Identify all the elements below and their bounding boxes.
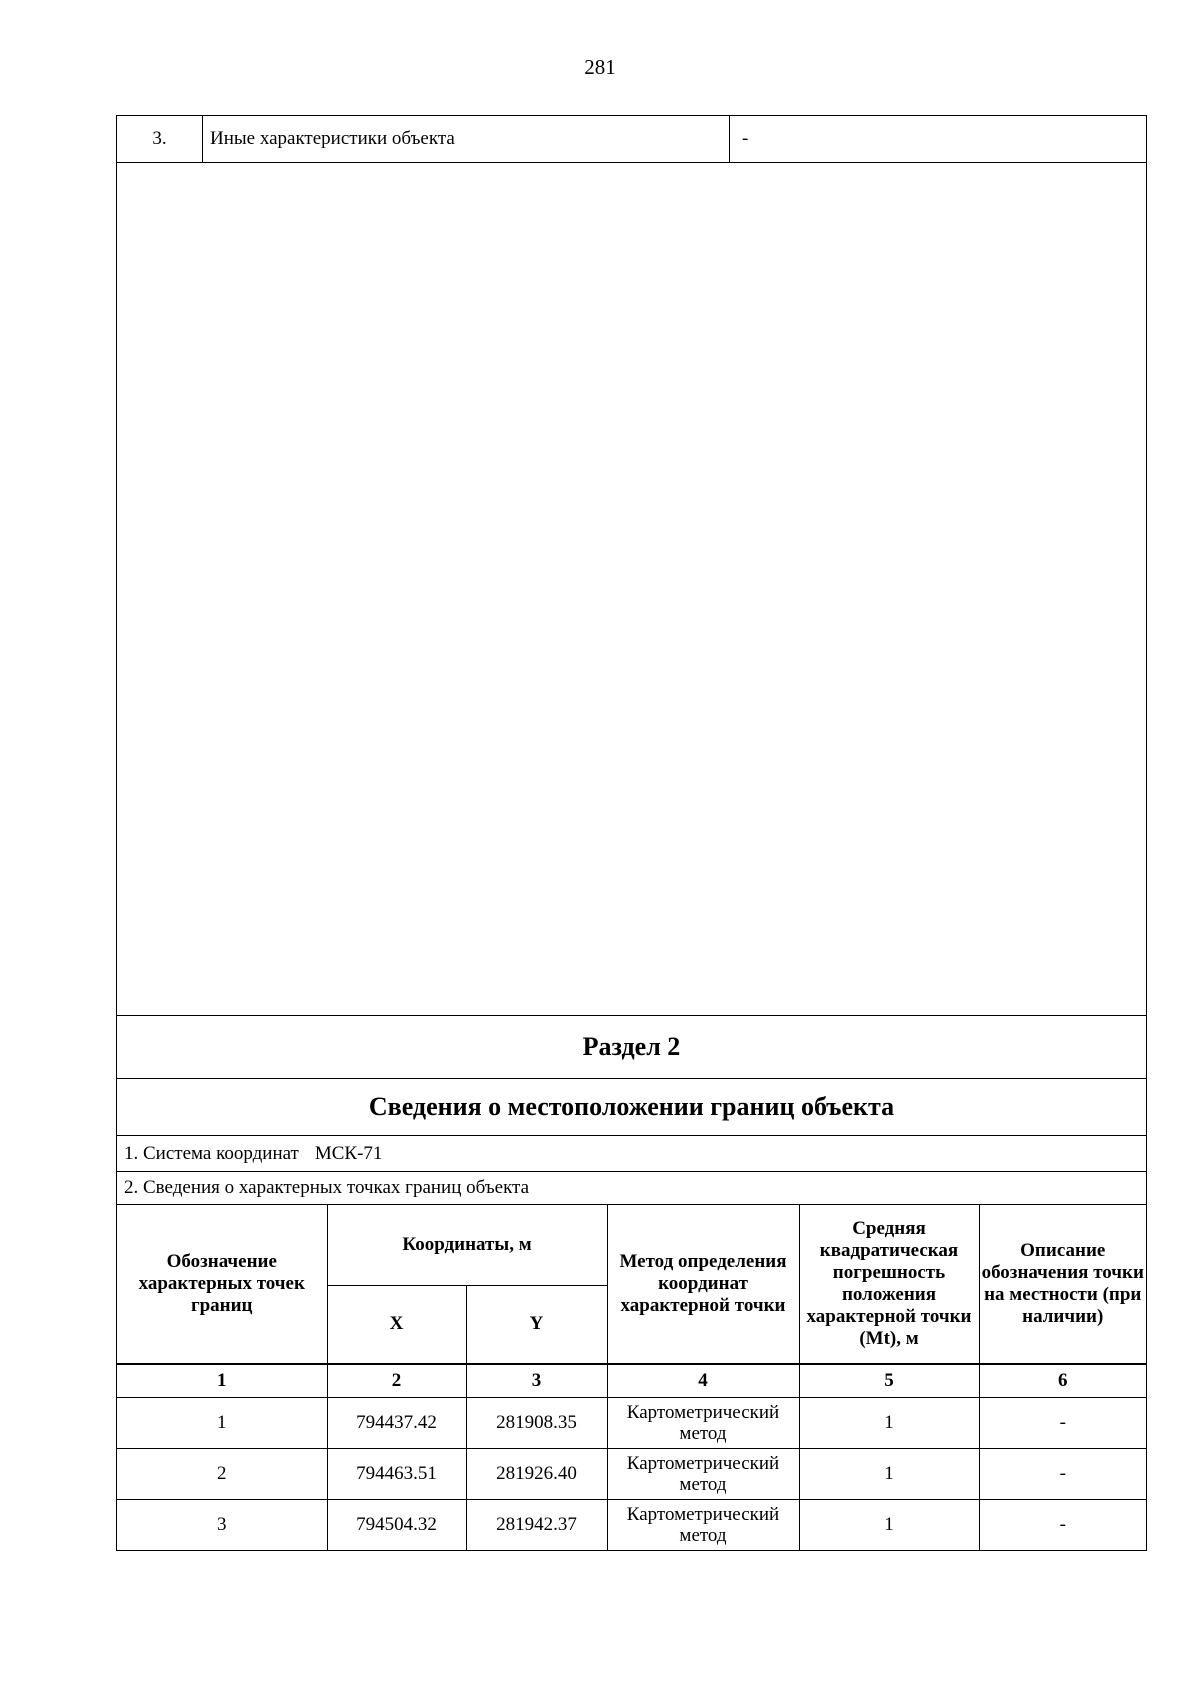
column-number: 4 <box>607 1364 799 1397</box>
cell-y: 281926.40 <box>466 1448 607 1499</box>
section-title: Раздел 2 <box>117 1016 1146 1079</box>
header-designation: Обозначение характерных точек границ <box>117 1205 327 1364</box>
coord-system-label: 1. Система координат <box>124 1142 299 1164</box>
header-error: Средняя квадратическая погрешность положения характерной точки (Mt), м <box>799 1205 979 1364</box>
cell-point: 2 <box>117 1448 327 1499</box>
cell-method: Картометрический метод <box>607 1499 799 1550</box>
cell-method: Картометрический метод <box>607 1397 799 1448</box>
cell-error: 1 <box>799 1448 979 1499</box>
page-number: 281 <box>584 55 616 79</box>
blank-area <box>117 163 1146 1016</box>
section-subtitle: Сведения о местоположении границ объекта <box>117 1079 1146 1136</box>
cell-x: 794504.32 <box>327 1499 466 1550</box>
table-row <box>117 1499 1146 1550</box>
points-table <box>117 1205 1146 1550</box>
points-title: 2. Сведения о характерных точках границ объекта <box>117 1172 1146 1205</box>
cell-error: 1 <box>799 1397 979 1448</box>
cell-y: 281942.37 <box>466 1499 607 1550</box>
cell-description: - <box>979 1448 1146 1499</box>
table-row <box>117 1397 1146 1448</box>
table-row <box>117 1448 1146 1499</box>
header-x: X <box>327 1285 466 1364</box>
column-number: 1 <box>117 1364 327 1397</box>
document-frame <box>116 115 1147 1551</box>
row-number: 3. <box>117 116 203 162</box>
column-number: 3 <box>466 1364 607 1397</box>
header-description: Описание обозначения точки на местности (при наличии) <box>979 1205 1146 1364</box>
cell-description: - <box>979 1499 1146 1550</box>
header-y: Y <box>466 1285 607 1364</box>
cell-description: - <box>979 1397 1146 1448</box>
column-number: 6 <box>979 1364 1146 1397</box>
row-value: - <box>742 128 749 149</box>
cell-x: 794437.42 <box>327 1397 466 1448</box>
coord-system-value: МСК-71 <box>314 1142 383 1164</box>
cell-method: Картометрический метод <box>607 1448 799 1499</box>
row-label: Иные характеристики объекта <box>203 116 730 162</box>
column-number: 2 <box>327 1364 466 1397</box>
coord-system-line <box>117 1136 1146 1172</box>
header-method: Метод определения координат характерной точки <box>607 1205 799 1364</box>
cell-point: 3 <box>117 1499 327 1550</box>
column-numbers-row <box>117 1364 1146 1397</box>
column-number: 5 <box>799 1364 979 1397</box>
other-characteristics-row <box>117 116 1146 163</box>
cell-x: 794463.51 <box>327 1448 466 1499</box>
cell-error: 1 <box>799 1499 979 1550</box>
cell-point: 1 <box>117 1397 327 1448</box>
header-coordinates: Координаты, м <box>327 1205 607 1285</box>
cell-y: 281908.35 <box>466 1397 607 1448</box>
